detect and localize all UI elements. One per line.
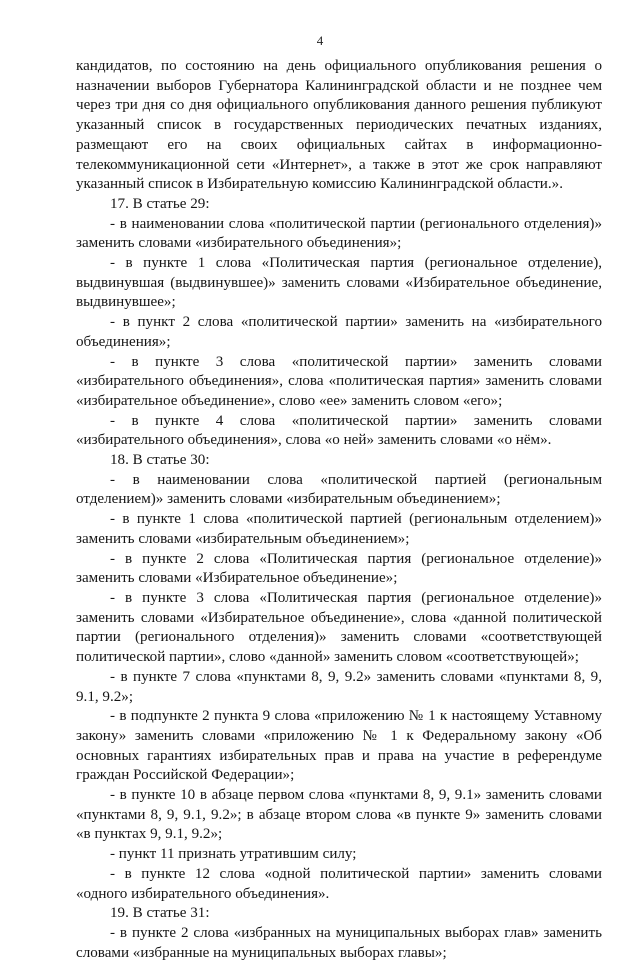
list-item: - в наименовании слова «политической партии (регионального отделения)» заменить словами «избирательного объединения»; — [76, 215, 602, 252]
article-heading-31: 19. В статье 31: — [110, 905, 210, 922]
article-heading-29: 17. В статье 29: — [110, 195, 210, 212]
list-item: - в подпункте 2 пункта 9 слова «приложению № 1 к настоящему Уставному закону» заменить словами «приложению № 1 к Федеральному закону «Об основных гарантиях избирательных прав и права на участие в референдуме граждан Российской Федерации»; — [76, 708, 602, 784]
list-item: - пункт 11 признать утратившим силу; — [110, 846, 357, 863]
list-item: - в пункте 3 слова «политической партии» заменить словами «избирательного объединения», слова «политическая партия» заменить словами «избирательное объединение», слово «ее» заменить словом «его»; — [76, 353, 602, 409]
list-item: - в пункте 4 слова «политической партии» заменить словами «избирательного объединения», слова «о ней» заменить словами «о нём». — [76, 412, 602, 449]
list-item: - в пункте 1 слова «политической партией (региональным отделением)» заменить словами «избирательным объединением»; — [76, 511, 602, 547]
list-item: - в пункт 2 слова «политической партии» заменить на «избирательного объединения»; — [76, 314, 602, 350]
list-item: - в пункте 10 в абзаце первом слова «пунктами 8, 9, 9.1» заменить словами «пунктами 8, 9, 9.1, 9.2»; в абзаце втором слова «в пункте 9» заменить словами «в пунктах 9, 9.1, 9.2»; — [76, 787, 602, 843]
list-item: - в пункте 1 слова «Политическая партия (региональное отделение), выдвинувшая (выдвинувшее)» заменить словами «Избирательное объединение, выдвинувшее»; — [76, 255, 602, 311]
list-item: - в пункте 3 слова «Политическая партия (региональное отделение)» заменить словами «Избирательное объединение», слова «данной политической партии (регионального отделения)» заменить словами «соответствующей политической партии», слово «данной» заменить словом «соответствующей»; — [76, 589, 602, 666]
article-heading-30: 18. В статье 30: — [110, 452, 210, 469]
list-item: - в пункте 12 слова «одной политической партии» заменить словами «одного избирательного объединения». — [76, 865, 602, 902]
document-body — [76, 57, 602, 963]
list-item: - в пункте 2 слова «избранных на муниципальных выборах глав» заменить словами «избранные на муниципальных выборах главы»; — [76, 924, 602, 961]
page-number: 4 — [316, 33, 324, 48]
list-item: - в пункте 7 слова «пунктами 8, 9, 9.2» заменить словами «пунктами 8, 9, 9.1, 9.2»; — [76, 668, 602, 705]
list-item: - в пункте 2 слова «Политическая партия (региональное отделение)» заменить словами «Избирательное объединение»; — [76, 550, 602, 587]
paragraph-continuation: кандидатов, по состоянию на день официального опубликования решения о назначении выборов Губернатора Калининградской области и не позднее чем через три дня со дня официального опубликования данного решения публикуют указанный список в государственных периодических печатных изданиях, размещают его на своих официальных сайтах в информационно-телекоммуникационной сети «Интернет», а также в этот же срок направляют указанный список в Избирательную комиссию Калининградской области.». — [76, 58, 602, 193]
list-item: - в наименовании слова «политической партией (региональным отделением)» заменить словами «избирательным объединением»; — [76, 471, 602, 508]
